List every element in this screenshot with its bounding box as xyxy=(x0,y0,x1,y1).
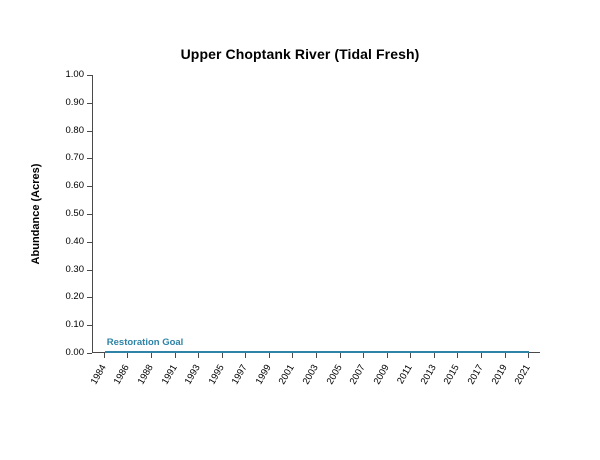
x-axis-tick-label: 1988 xyxy=(135,362,156,387)
x-axis-tick-label: 2013 xyxy=(418,362,439,387)
x-axis-tick-mark xyxy=(363,353,364,358)
x-axis-tick-mark xyxy=(269,353,270,358)
x-axis-tick-mark xyxy=(151,353,152,358)
x-axis-tick-mark xyxy=(316,353,317,358)
x-axis-tick-label: 2003 xyxy=(300,362,321,387)
x-axis-tick-mark xyxy=(175,353,176,358)
plot-area xyxy=(92,75,540,353)
x-axis-tick-mark xyxy=(222,353,223,358)
x-axis-tick-mark xyxy=(434,353,435,358)
x-axis-tick-label: 1993 xyxy=(182,362,203,387)
x-axis-tick-label: 1984 xyxy=(88,362,109,387)
x-axis-tick-mark xyxy=(104,353,105,358)
x-axis-tick-mark xyxy=(340,353,341,358)
y-axis-tick-label: 0.00 xyxy=(65,347,84,358)
x-axis-tick-label: 1991 xyxy=(159,362,180,387)
y-axis-tick-mark xyxy=(87,353,92,354)
x-axis-tick-label: 1997 xyxy=(229,362,251,387)
y-axis-tick-label: 0.40 xyxy=(65,235,84,247)
x-axis-tick-mark xyxy=(245,353,246,358)
x-axis-tick-mark xyxy=(127,353,128,358)
restoration-goal-label: Restoration Goal xyxy=(106,337,184,348)
x-axis-tick-label: 2005 xyxy=(324,362,345,387)
x-axis-tick-label: 2001 xyxy=(277,362,298,387)
x-axis-tick-mark xyxy=(387,353,388,358)
x-axis-tick-label: 2007 xyxy=(347,362,368,387)
x-axis-tick-label: 2019 xyxy=(489,362,510,387)
y-axis-tick-label: 0.10 xyxy=(65,319,84,331)
x-axis-tick-mark xyxy=(457,353,458,358)
x-axis-tick-label: 1986 xyxy=(112,362,133,387)
y-axis-tick-label: 0.20 xyxy=(65,291,84,303)
y-axis-tick-label: 0.60 xyxy=(65,180,84,192)
x-axis-tick-mark xyxy=(481,353,482,358)
x-axis-tick-mark xyxy=(505,353,506,358)
x-axis-tick-label: 2011 xyxy=(395,362,416,386)
x-axis-tick-label: 1999 xyxy=(253,362,274,387)
x-axis-tick-label: 2015 xyxy=(442,362,463,387)
x-axis-tick-label: 2009 xyxy=(371,362,392,387)
x-axis-tick-mark xyxy=(198,353,199,358)
x-axis-tick-mark xyxy=(528,353,529,358)
y-axis-tick-label: 0.80 xyxy=(65,124,84,136)
chart-title: Upper Choptank River (Tidal Fresh) xyxy=(180,46,420,62)
x-axis-tick-label: 1995 xyxy=(206,362,227,387)
x-axis-tick-label: 2021 xyxy=(512,362,533,387)
y-axis-tick-label: 0.90 xyxy=(65,96,84,108)
x-axis-tick-label: 2017 xyxy=(465,362,486,387)
y-axis-tick-label: 0.30 xyxy=(65,263,84,275)
y-axis-title: Abundance (Acres) xyxy=(30,163,42,265)
x-axis-tick-mark xyxy=(292,353,293,358)
y-axis-tick-label: 1.00 xyxy=(65,69,84,80)
x-axis-tick-mark xyxy=(410,353,411,358)
y-axis-tick-label: 0.70 xyxy=(65,152,84,164)
y-axis-tick-label: 0.50 xyxy=(65,208,84,219)
